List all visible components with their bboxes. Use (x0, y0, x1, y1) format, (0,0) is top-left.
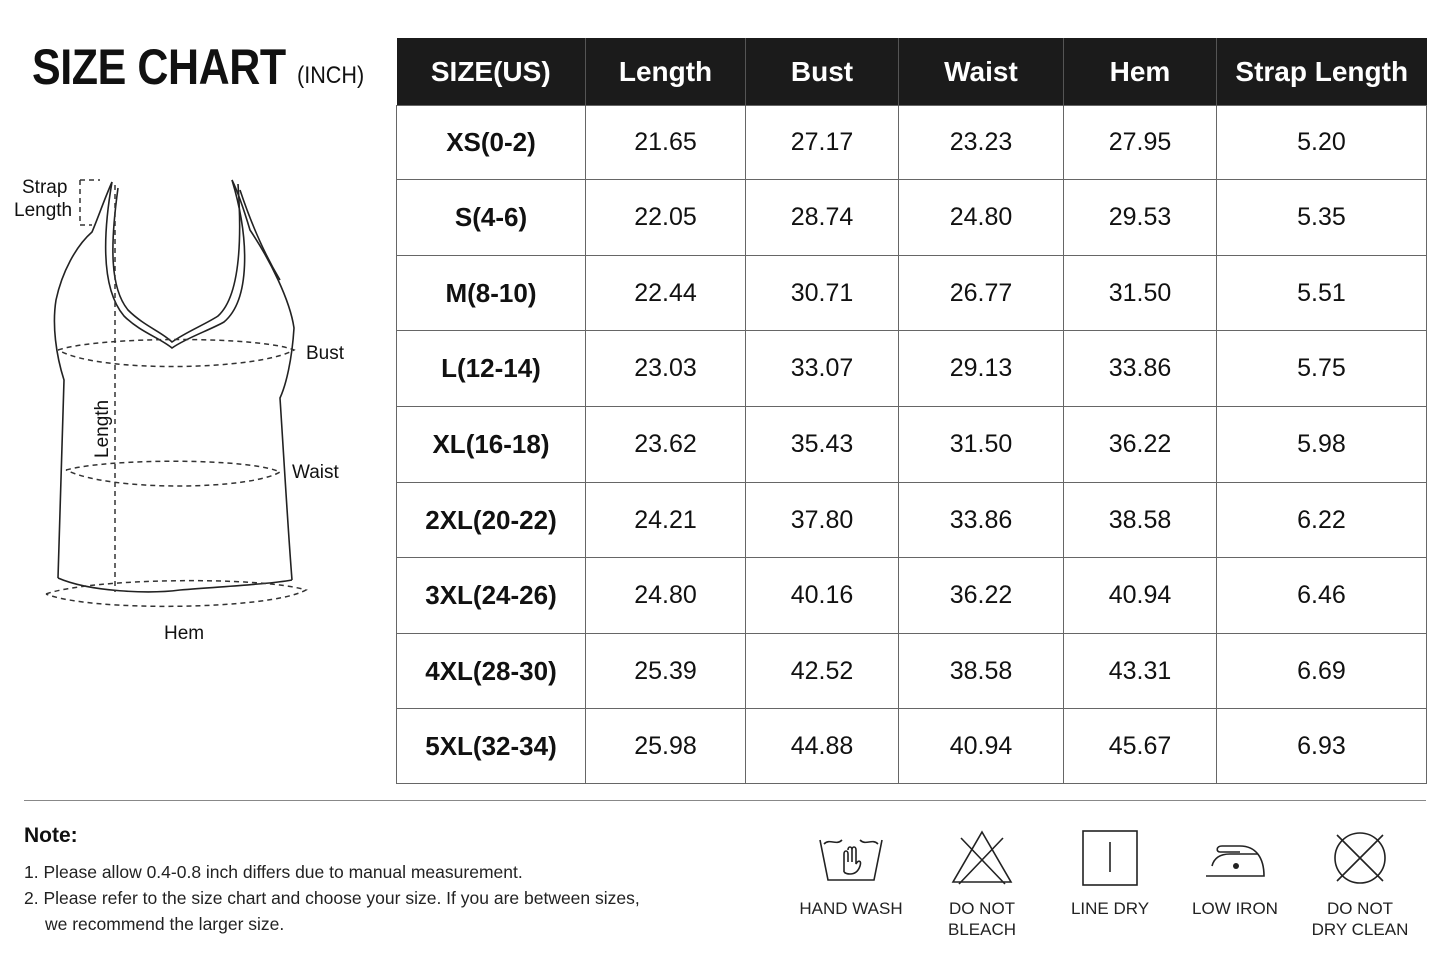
care-label-low-iron: LOW IRON (1192, 899, 1278, 918)
size-cell: 4XL(28-30) (397, 634, 586, 709)
size-cell: L(12-14) (397, 331, 586, 407)
measurement-cell: 33.07 (746, 331, 899, 407)
table-row (397, 106, 1427, 180)
measurement-cell: 28.74 (746, 180, 899, 256)
measurement-cell: 40.16 (746, 558, 899, 634)
size-cell: XS(0-2) (397, 106, 586, 180)
bust-label: Bust (306, 343, 345, 364)
measurement-cell: 24.21 (586, 483, 746, 558)
table-row (397, 407, 1427, 483)
garment-outline-left (54, 182, 112, 578)
note-title: Note: (24, 824, 78, 847)
hand-wash-icon (816, 828, 886, 888)
table-row (397, 180, 1427, 256)
measurement-cell: 5.75 (1217, 331, 1427, 407)
line-dry-icon (1075, 828, 1145, 888)
measurement-cell: 40.94 (899, 709, 1064, 784)
measurement-cell: 31.50 (899, 407, 1064, 483)
size-chart-title (32, 38, 365, 96)
measurement-cell: 27.95 (1064, 106, 1217, 180)
care-do-not-dry-clean (1295, 828, 1425, 940)
table-body (397, 106, 1427, 784)
measurement-cell: 45.67 (1064, 709, 1217, 784)
table-header-row (397, 38, 1427, 106)
measurement-cell: 25.39 (586, 634, 746, 709)
care-hand-wash (786, 828, 916, 919)
measurement-cell: 6.69 (1217, 634, 1427, 709)
measurement-cell: 40.94 (1064, 558, 1217, 634)
hem-label: Hem (164, 623, 205, 644)
table-row (397, 483, 1427, 558)
size-cell: 5XL(32-34) (397, 709, 586, 784)
table-row (397, 331, 1427, 407)
measurement-cell: 30.71 (746, 256, 899, 331)
header-strap-length: Strap Length (1217, 38, 1427, 106)
header-length: Length (586, 38, 746, 106)
measurement-cell: 36.22 (899, 558, 1064, 634)
size-cell: 3XL(24-26) (397, 558, 586, 634)
measurement-cell: 24.80 (899, 180, 1064, 256)
garment-outline-right (232, 180, 294, 580)
measurement-cell: 27.17 (746, 106, 899, 180)
low-iron-icon (1200, 828, 1270, 888)
care-line-dry (1045, 828, 1175, 919)
measurement-cell: 23.03 (586, 331, 746, 407)
measurement-cell: 42.52 (746, 634, 899, 709)
strap-label-1: Strap (22, 177, 68, 198)
measurement-cell: 38.58 (899, 634, 1064, 709)
size-table (396, 38, 1427, 784)
measurement-cell: 5.51 (1217, 256, 1427, 331)
measurement-cell: 23.23 (899, 106, 1064, 180)
table-row (397, 558, 1427, 634)
measurement-cell: 35.43 (746, 407, 899, 483)
measurement-cell: 23.62 (586, 407, 746, 483)
measurement-cell: 33.86 (1064, 331, 1217, 407)
measurement-cell: 25.98 (586, 709, 746, 784)
header-size: SIZE(US) (397, 38, 586, 106)
note-line-2: 2. Please refer to the size chart and choose your size. If you are between sizes, (24, 888, 640, 908)
measurement-cell: 43.31 (1064, 634, 1217, 709)
care-label-do-not-dry-clean: DO NOT DRY CLEAN (1311, 899, 1409, 939)
size-cell: XL(16-18) (397, 407, 586, 483)
size-cell: M(8-10) (397, 256, 586, 331)
measurement-cell: 21.65 (586, 106, 746, 180)
size-cell: S(4-6) (397, 180, 586, 256)
table-row (397, 709, 1427, 784)
length-label: Length (92, 399, 113, 458)
note-line-3: we recommend the larger size. (45, 914, 285, 934)
care-low-iron (1170, 828, 1300, 919)
neckline-inner (113, 184, 240, 342)
do-not-dry-clean-icon (1325, 828, 1395, 888)
strap-label-2: Length (14, 200, 73, 221)
measurement-cell: 38.58 (1064, 483, 1217, 558)
measurement-cell: 5.98 (1217, 407, 1427, 483)
header-hem: Hem (1064, 38, 1217, 106)
measurement-cell: 31.50 (1064, 256, 1217, 331)
title-text: SIZE CHART (32, 39, 286, 95)
measurement-cell: 5.35 (1217, 180, 1427, 256)
tank-top-diagram (0, 160, 380, 660)
measurement-cell: 29.13 (899, 331, 1064, 407)
measurement-cell: 36.22 (1064, 407, 1217, 483)
table-row (397, 256, 1427, 331)
measurement-cell: 6.22 (1217, 483, 1427, 558)
care-label-line-dry: LINE DRY (1070, 899, 1150, 918)
measurement-cell: 5.20 (1217, 106, 1427, 180)
waist-label: Waist (292, 462, 339, 483)
measurement-cell: 22.05 (586, 180, 746, 256)
divider (24, 800, 1426, 801)
title-unit: (INCH) (297, 62, 365, 89)
care-label-hand-wash: HAND WASH (799, 899, 903, 918)
header-bust: Bust (746, 38, 899, 106)
do-not-bleach-icon (947, 828, 1017, 888)
measurement-cell: 24.80 (586, 558, 746, 634)
measurement-cell: 37.80 (746, 483, 899, 558)
header-waist: Waist (899, 38, 1064, 106)
neckline-outer (106, 180, 245, 348)
measurement-cell: 26.77 (899, 256, 1064, 331)
measurement-cell: 33.86 (899, 483, 1064, 558)
care-label-do-not-bleach: DO NOT BLEACH (947, 899, 1017, 939)
size-cell: 2XL(20-22) (397, 483, 586, 558)
measurement-cell: 22.44 (586, 256, 746, 331)
measurement-cell: 29.53 (1064, 180, 1217, 256)
care-do-not-bleach (917, 828, 1047, 940)
table-row (397, 634, 1427, 709)
measurement-cell: 44.88 (746, 709, 899, 784)
measurement-cell: 6.46 (1217, 558, 1427, 634)
measurement-cell: 6.93 (1217, 709, 1427, 784)
note-line-1: 1. Please allow 0.4-0.8 inch differs due to manual measurement. (24, 862, 523, 882)
